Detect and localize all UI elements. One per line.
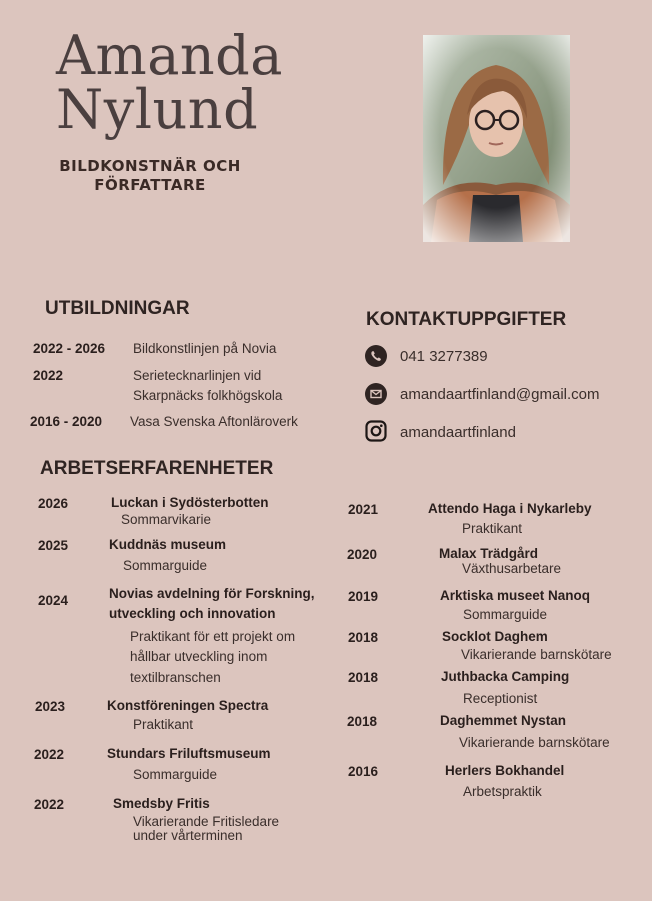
work-role-line3: textilbranschen — [130, 670, 221, 685]
work-role-line2: under vårterminen — [133, 828, 243, 843]
education-school-line2: Skarpnäcks folkhögskola — [133, 388, 283, 403]
work-year: 2025 — [38, 538, 69, 553]
phone-number[interactable]: 041 3277389 — [400, 348, 488, 365]
work-year: 2018 — [348, 630, 379, 645]
work-year: 2026 — [38, 496, 69, 511]
work-role-line2: hållbar utveckling inom — [130, 649, 268, 664]
education-title: UTBILDNINGAR — [45, 298, 190, 319]
work-org: Juthbacka Camping — [441, 669, 570, 684]
work-year: 2022 — [34, 747, 65, 762]
education-school: Vasa Svenska Aftonläroverk — [130, 414, 298, 429]
work-year: 2021 — [348, 502, 379, 517]
job-title-line2: FÖRFATTARE — [94, 176, 206, 194]
work-year: 2018 — [348, 670, 379, 685]
work-role: Sommarguide — [133, 767, 218, 782]
first-name: Amanda — [56, 24, 283, 87]
work-org: Konstföreningen Spectra — [107, 698, 269, 713]
work-year: 2023 — [35, 699, 66, 714]
work-year: 2024 — [38, 593, 69, 608]
work-role: Arbetspraktik — [463, 784, 542, 799]
work-role: Vikarierande barnskötare — [461, 647, 612, 662]
work-role: Vikarierande barnskötare — [459, 735, 610, 750]
instagram-icon — [365, 420, 387, 442]
work-year: 2018 — [347, 714, 378, 729]
work-role: Sommarguide — [463, 607, 548, 622]
contact-title: KONTAKTUPPGIFTER — [366, 309, 567, 330]
work-role-line1: Praktikant för ett projekt om — [130, 629, 296, 644]
work-org: Stundars Friluftsmuseum — [107, 746, 271, 761]
job-title — [40, 157, 260, 195]
portrait-illustration — [423, 35, 570, 242]
work-org: Herlers Bokhandel — [445, 763, 565, 778]
work-org: Smedsby Fritis — [113, 796, 210, 811]
education-years: 2016 - 2020 — [30, 414, 103, 429]
email-icon — [365, 383, 387, 405]
last-name: Nylund — [56, 78, 259, 141]
work-org: Attendo Haga i Nykarleby — [428, 501, 592, 516]
work-year: 2020 — [347, 547, 378, 562]
job-title-line1: BILDKONSTNÄR OCH — [59, 157, 241, 175]
profile-photo — [423, 35, 570, 242]
work-org: Kuddnäs museum — [109, 537, 227, 552]
work-role: Sommarguide — [123, 558, 208, 573]
education-school: Bildkonstlinjen på Novia — [133, 341, 277, 356]
work-role: Sommarvikarie — [121, 512, 212, 527]
work-role: Växthusarbetare — [462, 561, 562, 576]
work-role-line1: Vikarierande Fritisledare — [133, 814, 280, 829]
email-address[interactable]: amandaartfinland@gmail.com — [400, 386, 600, 403]
work-year: 2022 — [34, 797, 65, 812]
work-role: Receptionist — [463, 691, 538, 706]
work-org: Socklot Daghem — [442, 629, 548, 644]
work-org: Daghemmet Nystan — [440, 713, 567, 728]
work-org: Luckan i Sydösterbotten — [111, 495, 269, 510]
work-title: ARBETSERFARENHETER — [40, 458, 274, 479]
work-org-line1: Novias avdelning för Forskning, — [109, 586, 315, 601]
education-years: 2022 — [33, 368, 64, 383]
work-org: Arktiska museet Nanoq — [440, 588, 591, 603]
instagram-handle[interactable]: amandaartfinland — [400, 424, 516, 441]
education-school-line1: Serietecknarlinjen vid — [133, 368, 262, 383]
work-year: 2019 — [348, 589, 379, 604]
work-role: Praktikant — [133, 717, 194, 732]
education-years: 2022 - 2026 — [33, 341, 106, 356]
work-year: 2016 — [348, 764, 379, 779]
work-org: Malax Trädgård — [439, 546, 539, 561]
work-org-line2: utveckling och innovation — [109, 606, 276, 621]
phone-icon — [365, 345, 387, 367]
work-role: Praktikant — [462, 521, 523, 536]
